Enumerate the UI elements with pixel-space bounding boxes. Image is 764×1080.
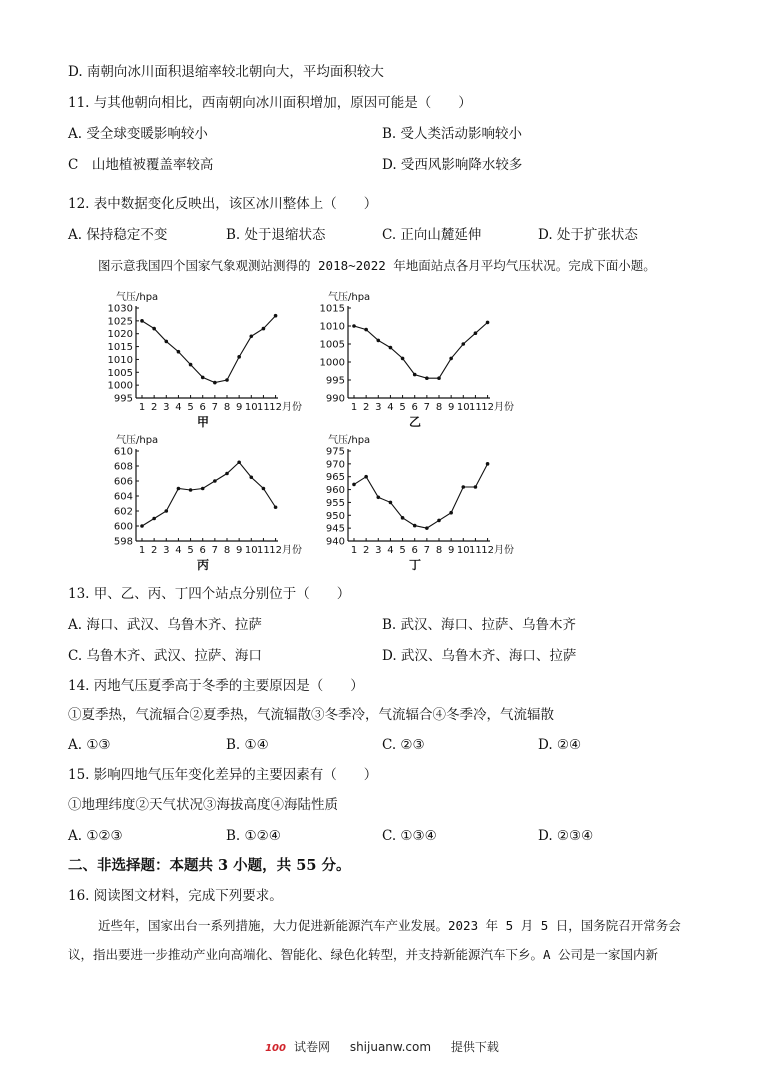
q14-stem: 14. 丙地气压夏季高于冬季的主要原因是（ ）: [68, 678, 364, 694]
x-tick-label: 10: [456, 402, 470, 413]
y-tick-label: 970: [325, 459, 345, 471]
series-line: [142, 462, 276, 526]
x-tick-label: 7: [423, 545, 431, 556]
y-tick-label: 995: [113, 393, 133, 405]
series-line: [354, 322, 488, 378]
x-tick-label: 3: [163, 545, 170, 556]
x-tick-label: 2: [150, 545, 158, 556]
x-tick-label: 9: [447, 402, 455, 413]
chart-jia: [100, 290, 300, 430]
y-tick-label: 955: [325, 497, 345, 509]
data-point: [461, 342, 465, 346]
x-tick-label: 4: [387, 545, 394, 556]
x-tick-label: 11: [257, 402, 270, 413]
x-tick-label: 1: [138, 402, 146, 413]
x-tick-label: 1: [350, 402, 358, 413]
x-tick-label: 6: [411, 402, 418, 413]
y-tick-label: 1015: [107, 342, 133, 354]
q14-option-d: D. ②④: [538, 737, 582, 753]
x-tick-label: 2: [362, 402, 370, 413]
x-tick-label: 12: [269, 402, 282, 413]
q10-option-d: D. 南朝向冰川面积退缩率较北朝向大，平均面积较大: [68, 64, 384, 80]
y-tick-label: 990: [325, 393, 345, 405]
q11-option-a: A. 受全球变暖影响较小: [68, 126, 208, 142]
data-point: [189, 488, 193, 492]
y-tick-label: 1030: [107, 303, 133, 315]
data-point: [213, 381, 217, 385]
y-tick-label: 1010: [107, 354, 133, 366]
chart-bing: [100, 433, 310, 573]
y-tick-label: 1010: [319, 321, 345, 333]
y-tick-label: 1005: [319, 339, 345, 351]
x-tick-label: 9: [447, 545, 455, 556]
station-name: 乙: [409, 415, 422, 429]
page-footer: [0, 1038, 764, 1055]
data-point: [389, 346, 393, 350]
y-tick-label: 598: [113, 536, 133, 548]
x-tick-label: 8: [223, 402, 231, 413]
data-point: [249, 475, 253, 479]
data-point: [401, 357, 405, 361]
data-point: [201, 487, 205, 491]
q13-option-a: A. 海口、武汉、乌鲁木齐、拉萨: [68, 617, 262, 633]
x-tick-label: 1: [350, 545, 358, 556]
q13-option-c: C. 乌鲁木齐、武汉、拉萨、海口: [68, 648, 262, 664]
x-tick-label: 5: [399, 402, 406, 413]
q15-items: ①地理纬度②天气状况③海拔高度④海陆性质: [68, 797, 338, 813]
q12-option-a: A. 保持稳定不变: [68, 227, 168, 243]
data-point: [213, 479, 217, 483]
q11-option-d: D. 受西风影响降水较多: [382, 157, 523, 173]
x-tick-label: 6: [199, 402, 206, 413]
data-point: [425, 376, 429, 380]
y-tick-label: 1000: [319, 357, 345, 369]
x-tick-label: 10: [244, 402, 258, 413]
q12-option-d: D. 处于扩张状态: [538, 227, 638, 243]
data-point: [164, 340, 168, 344]
y-tick-label: 600: [113, 521, 133, 533]
data-point: [437, 519, 441, 523]
data-point: [274, 314, 278, 318]
data-point: [461, 485, 465, 489]
data-point: [262, 327, 266, 331]
data-point: [413, 373, 417, 377]
x-tick-label: 2: [150, 402, 158, 413]
y-tick-label: 940: [325, 536, 345, 548]
data-point: [376, 495, 380, 499]
x-tick-label: 6: [411, 545, 418, 556]
data-point: [201, 376, 205, 380]
q16-stem: 16. 阅读图文材料，完成下列要求。: [68, 888, 283, 904]
y-tick-label: 1025: [107, 316, 133, 328]
q15-option-d: D. ②③④: [538, 828, 594, 844]
x-axis-label: 月份: [494, 402, 514, 413]
x-tick-label: 10: [456, 545, 470, 556]
data-point: [474, 331, 478, 335]
x-tick-label: 11: [257, 545, 270, 556]
data-point: [364, 328, 368, 332]
q14-option-a: A. ①③: [68, 737, 111, 753]
y-tick-label: 606: [113, 476, 133, 488]
y-tick-label: 945: [325, 523, 345, 535]
x-tick-label: 8: [435, 402, 443, 413]
x-tick-label: 11: [469, 402, 482, 413]
x-tick-label: 1: [138, 545, 146, 556]
x-tick-label: 5: [187, 402, 194, 413]
data-point: [164, 509, 168, 513]
x-tick-label: 8: [435, 545, 443, 556]
data-point: [177, 487, 181, 491]
x-tick-label: 7: [423, 402, 431, 413]
y-axis-label: 气压/hpa: [328, 292, 371, 303]
y-axis-label: 气压/hpa: [116, 292, 159, 303]
x-tick-label: 5: [399, 545, 406, 556]
x-tick-label: 8: [223, 545, 231, 556]
site-logo: 100: [265, 1043, 286, 1054]
data-point: [177, 350, 181, 354]
q15-option-b: B. ①②④: [226, 828, 281, 844]
q14-option-b: B. ①④: [226, 737, 269, 753]
y-tick-label: 604: [113, 491, 133, 503]
download-note: 提供下载: [450, 1040, 499, 1054]
y-tick-label: 602: [113, 506, 133, 518]
data-point: [225, 472, 229, 476]
data-point: [225, 378, 229, 382]
chart-ding: [312, 433, 522, 573]
q13-stem: 13. 甲、乙、丙、丁四个站点分别位于（ ）: [68, 586, 351, 602]
q12-option-b: B. 处于退缩状态: [226, 227, 326, 243]
data-point: [237, 355, 241, 359]
x-tick-label: 12: [481, 402, 494, 413]
data-point: [152, 517, 156, 521]
chart-intro: 图示意我国四个国家气象观测站测得的 2018~2022 年地面站点各月平均气压状况。完成下面小题。: [98, 258, 656, 273]
series-line: [354, 464, 488, 528]
x-tick-label: 4: [387, 402, 394, 413]
q14-items: ①夏季热，气流辐合②夏季热，气流辐散③冬季冷，气流辐合④冬季冷，气流辐散: [68, 707, 554, 723]
data-point: [389, 501, 393, 505]
y-tick-label: 608: [113, 461, 133, 473]
x-axis-label: 月份: [282, 402, 302, 413]
q16-paragraph-line1: 近些年，国家出台一系列措施，大力促进新能源汽车产业发展。2023 年 5 月 5 日，国务院召开常务会: [98, 918, 681, 933]
y-axis-label: 气压/hpa: [328, 435, 371, 446]
x-tick-label: 9: [235, 402, 243, 413]
q15-option-c: C. ①③④: [382, 828, 437, 844]
data-point: [425, 526, 429, 530]
y-tick-label: 1015: [319, 303, 345, 315]
y-tick-label: 1000: [107, 380, 133, 392]
x-tick-label: 12: [481, 545, 494, 556]
y-tick-label: 960: [325, 485, 345, 497]
x-tick-label: 10: [244, 545, 258, 556]
y-tick-label: 975: [325, 446, 345, 458]
data-point: [249, 334, 253, 338]
x-tick-label: 3: [163, 402, 170, 413]
x-tick-label: 12: [269, 545, 282, 556]
station-name: 丙: [197, 558, 210, 572]
data-point: [449, 357, 453, 361]
data-point: [152, 327, 156, 331]
data-point: [474, 485, 478, 489]
x-tick-label: 7: [211, 545, 219, 556]
data-point: [413, 524, 417, 528]
data-point: [449, 511, 453, 515]
data-point: [274, 505, 278, 509]
data-point: [376, 339, 380, 343]
data-point: [437, 376, 441, 380]
site-url[interactable]: shijuanw.com: [349, 1040, 432, 1054]
x-tick-label: 11: [469, 545, 482, 556]
x-tick-label: 7: [211, 402, 219, 413]
q14-option-c: C. ②③: [382, 737, 425, 753]
y-tick-label: 950: [325, 510, 345, 522]
y-tick-label: 610: [113, 446, 133, 458]
data-point: [364, 475, 368, 479]
station-name: 丁: [409, 558, 422, 572]
data-point: [140, 524, 144, 528]
x-tick-label: 4: [175, 545, 182, 556]
q11-option-b: B. 受人类活动影响较小: [382, 126, 523, 142]
q16-paragraph-line2: 议，指出要进一步推动产业向高端化、智能化、绿色化转型，并支持新能源汽车下乡。A 公司是一家国内新: [68, 947, 659, 962]
q13-option-b: B. 武汉、海口、拉萨、乌鲁木齐: [382, 617, 577, 633]
q15-stem: 15. 影响四地气压年变化差异的主要因素有（ ）: [68, 767, 378, 783]
q15-option-a: A. ①②③: [68, 828, 123, 844]
q11-stem: 11. 与其他朝向相比，西南朝向冰川面积增加，原因可能是（ ）: [68, 95, 472, 111]
series-line: [142, 316, 276, 383]
q12-stem: 12. 表中数据变化反映出，该区冰川整体上（ ）: [68, 196, 378, 212]
data-point: [262, 487, 266, 491]
data-point: [352, 324, 356, 328]
y-tick-label: 1005: [107, 367, 133, 379]
x-axis-label: 月份: [494, 545, 514, 556]
x-tick-label: 5: [187, 545, 194, 556]
x-tick-label: 4: [175, 402, 182, 413]
y-tick-label: 995: [325, 375, 345, 387]
x-tick-label: 6: [199, 545, 206, 556]
data-point: [486, 321, 490, 325]
x-tick-label: 2: [362, 545, 370, 556]
station-name: 甲: [197, 415, 210, 429]
data-point: [237, 460, 241, 464]
data-point: [352, 483, 356, 487]
x-axis-label: 月份: [282, 545, 302, 556]
site-name: 试卷网: [293, 1040, 330, 1054]
q12-option-c: C. 正向山麓延伸: [382, 227, 482, 243]
x-tick-label: 3: [375, 402, 382, 413]
chart-yi: [312, 290, 522, 430]
q13-option-d: D. 武汉、乌鲁木齐、海口、拉萨: [382, 648, 577, 664]
x-tick-label: 3: [375, 545, 382, 556]
data-point: [401, 516, 405, 520]
data-point: [486, 462, 490, 466]
x-tick-label: 9: [235, 545, 243, 556]
y-tick-label: 1020: [107, 329, 133, 341]
y-axis-label: 气压/hpa: [116, 435, 159, 446]
section-heading: 二、非选择题：本题共 3 小题，共 55 分。: [68, 857, 351, 874]
y-tick-label: 965: [325, 472, 345, 484]
data-point: [189, 363, 193, 367]
data-point: [140, 319, 144, 323]
q11-option-c: C 山地植被覆盖率较高: [68, 157, 214, 173]
